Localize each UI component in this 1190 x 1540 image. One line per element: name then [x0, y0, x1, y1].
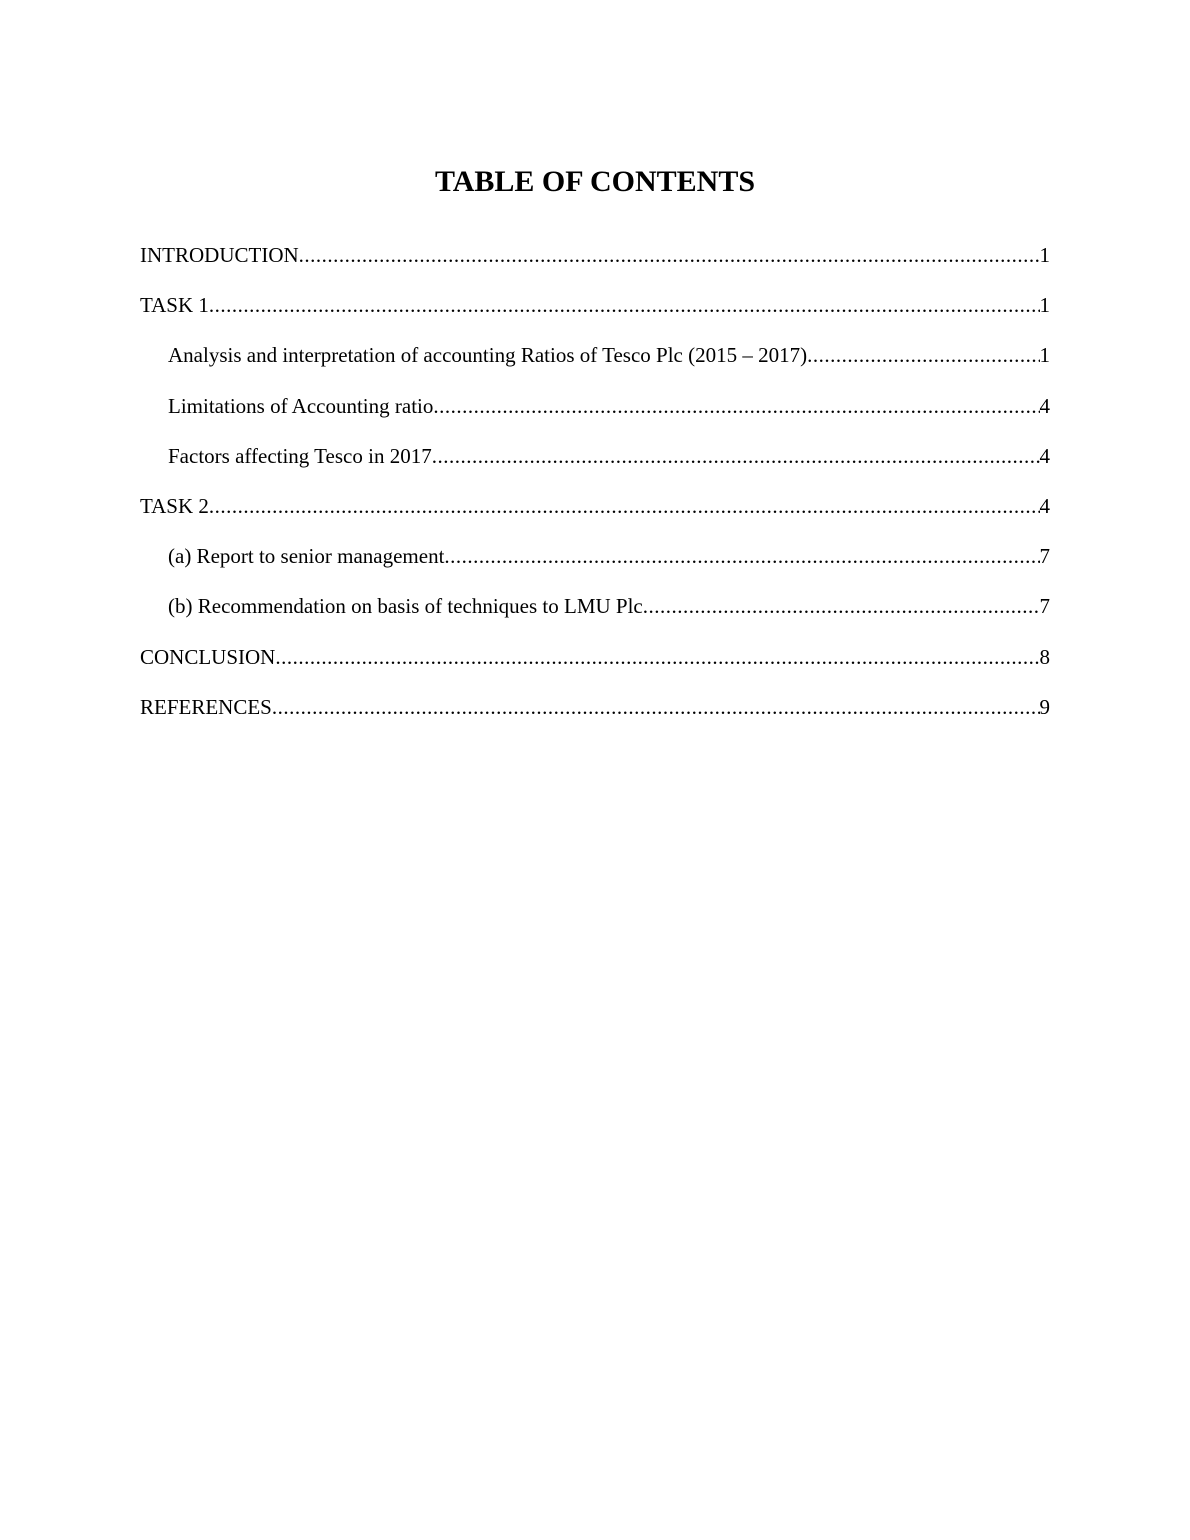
toc-dot-leader — [432, 439, 1040, 473]
toc-entry-report[interactable] — [140, 539, 1050, 589]
toc-entry-limitations[interactable] — [140, 389, 1050, 439]
toc-dot-leader — [209, 489, 1040, 523]
toc-entry-task-1[interactable] — [140, 288, 1050, 338]
toc-dot-leader — [444, 539, 1039, 573]
toc-page-number: 1 — [1039, 343, 1050, 368]
toc-dot-leader — [807, 338, 1039, 372]
toc-page-number: 1 — [1039, 243, 1050, 267]
page-title: TABLE OF CONTENTS — [434, 165, 756, 198]
toc-page-number: 4 — [1039, 443, 1050, 468]
toc-page-number: 7 — [1039, 594, 1050, 619]
toc-page-number: 9 — [1039, 694, 1050, 719]
toc-entry-introduction[interactable] — [140, 238, 1050, 288]
toc-dot-leader — [275, 640, 1039, 674]
toc-page-number: 1 — [1039, 293, 1050, 318]
toc-dot-leader — [643, 589, 1040, 623]
toc-dot-leader — [299, 238, 1040, 272]
toc-page-number: 8 — [1039, 644, 1050, 669]
table-of-contents — [140, 238, 1050, 740]
toc-entry-ratio-analysis[interactable] — [140, 338, 1050, 388]
toc-entry-label: TASK 1 — [140, 293, 209, 318]
toc-dot-leader — [433, 389, 1039, 423]
toc-entry-conclusion[interactable] — [140, 640, 1050, 690]
toc-page-number: 4 — [1039, 393, 1050, 418]
toc-entry-recommendation[interactable] — [140, 589, 1050, 639]
toc-entry-label: INTRODUCTION — [140, 243, 299, 267]
toc-entry-label: Limitations of Accounting ratio — [168, 393, 434, 418]
toc-page-number: 7 — [1039, 544, 1050, 569]
toc-entry-references[interactable] — [140, 690, 1050, 740]
toc-entry-task-2[interactable] — [140, 489, 1050, 539]
toc-entry-label: Analysis and interpretation of accounting Ratios of Tesco Plc (2015 – 2017) — [168, 343, 808, 368]
toc-dot-leader — [209, 288, 1040, 322]
toc-entry-label: REFERENCES — [140, 694, 272, 719]
toc-entry-factors[interactable] — [140, 439, 1050, 489]
toc-entry-label: CONCLUSION — [140, 644, 276, 669]
toc-entry-label: Factors affecting Tesco in 2017 — [168, 443, 432, 468]
toc-entry-label: TASK 2 — [140, 493, 209, 518]
toc-entry-label: (b) Recommendation on basis of techniques to LMU Plc — [168, 594, 643, 619]
toc-page-number: 4 — [1039, 493, 1050, 518]
toc-dot-leader — [272, 690, 1040, 724]
toc-entry-label: (a) Report to senior management — [168, 544, 445, 569]
